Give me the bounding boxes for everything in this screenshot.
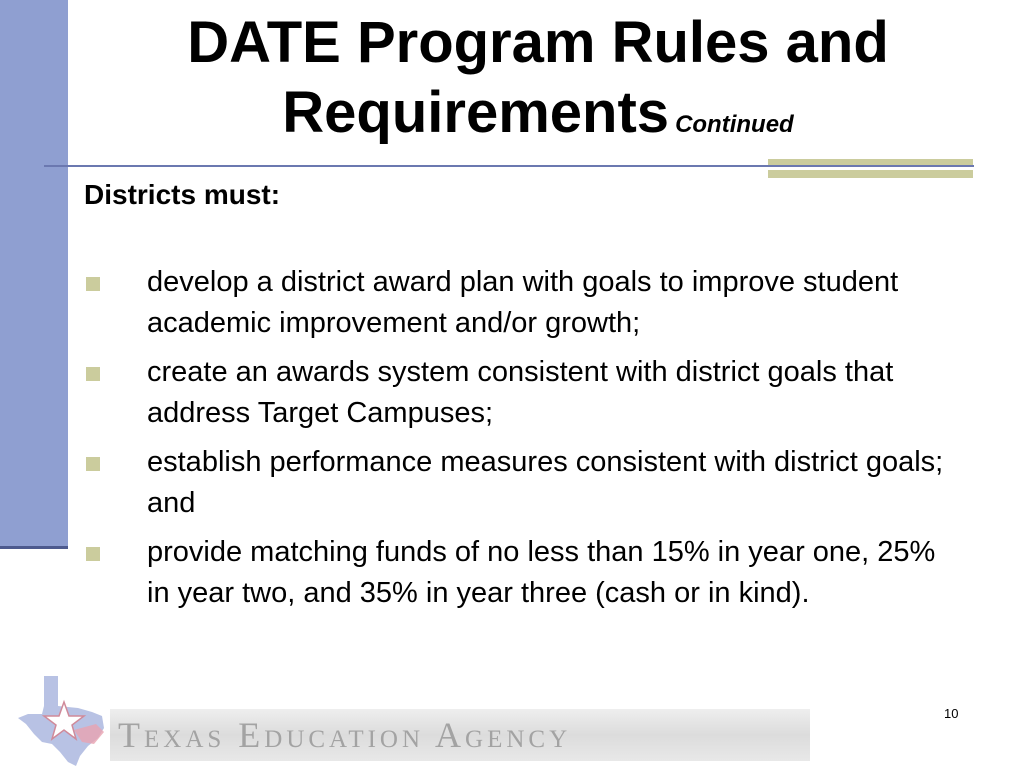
olive-accent-bar-top bbox=[768, 159, 973, 165]
texas-star-logo-icon bbox=[14, 672, 110, 768]
title-divider-line bbox=[44, 165, 974, 167]
bullet-item bbox=[84, 442, 944, 524]
slide-title bbox=[68, 8, 1008, 160]
square-bullet-icon bbox=[86, 457, 100, 471]
bullet-item bbox=[84, 532, 944, 614]
left-accent-bar-shadow bbox=[0, 546, 68, 549]
square-bullet-icon bbox=[86, 367, 100, 381]
slide-title-suffix: Continued bbox=[675, 111, 794, 138]
left-accent-bar bbox=[0, 0, 68, 548]
square-bullet-icon bbox=[86, 547, 100, 561]
olive-accent-bar-bottom bbox=[768, 170, 973, 178]
bullet-item bbox=[84, 352, 944, 434]
page-number: 10 bbox=[944, 706, 959, 721]
footer-agency-band bbox=[110, 709, 810, 761]
intro-text: Districts must: bbox=[84, 179, 281, 210]
slide-title-main: DATE Program Rules and Requirements bbox=[187, 10, 889, 145]
bullet-list bbox=[84, 262, 944, 622]
square-bullet-icon bbox=[86, 277, 100, 291]
footer-agency-name: Texas Education Agency bbox=[118, 715, 572, 755]
bullet-text: provide matching funds of no less than 15% in year one, 25% in year two, and 35% in year three (cash or in kind). bbox=[147, 536, 936, 609]
bullet-text: develop a district award plan with goals to improve student academic improvement and/or growth; bbox=[147, 266, 899, 339]
bullet-text: establish performance measures consistent with district goals; and bbox=[147, 446, 944, 519]
bullet-text: create an awards system consistent with district goals that address Target Campuses; bbox=[147, 356, 894, 429]
bullet-item bbox=[84, 262, 944, 344]
